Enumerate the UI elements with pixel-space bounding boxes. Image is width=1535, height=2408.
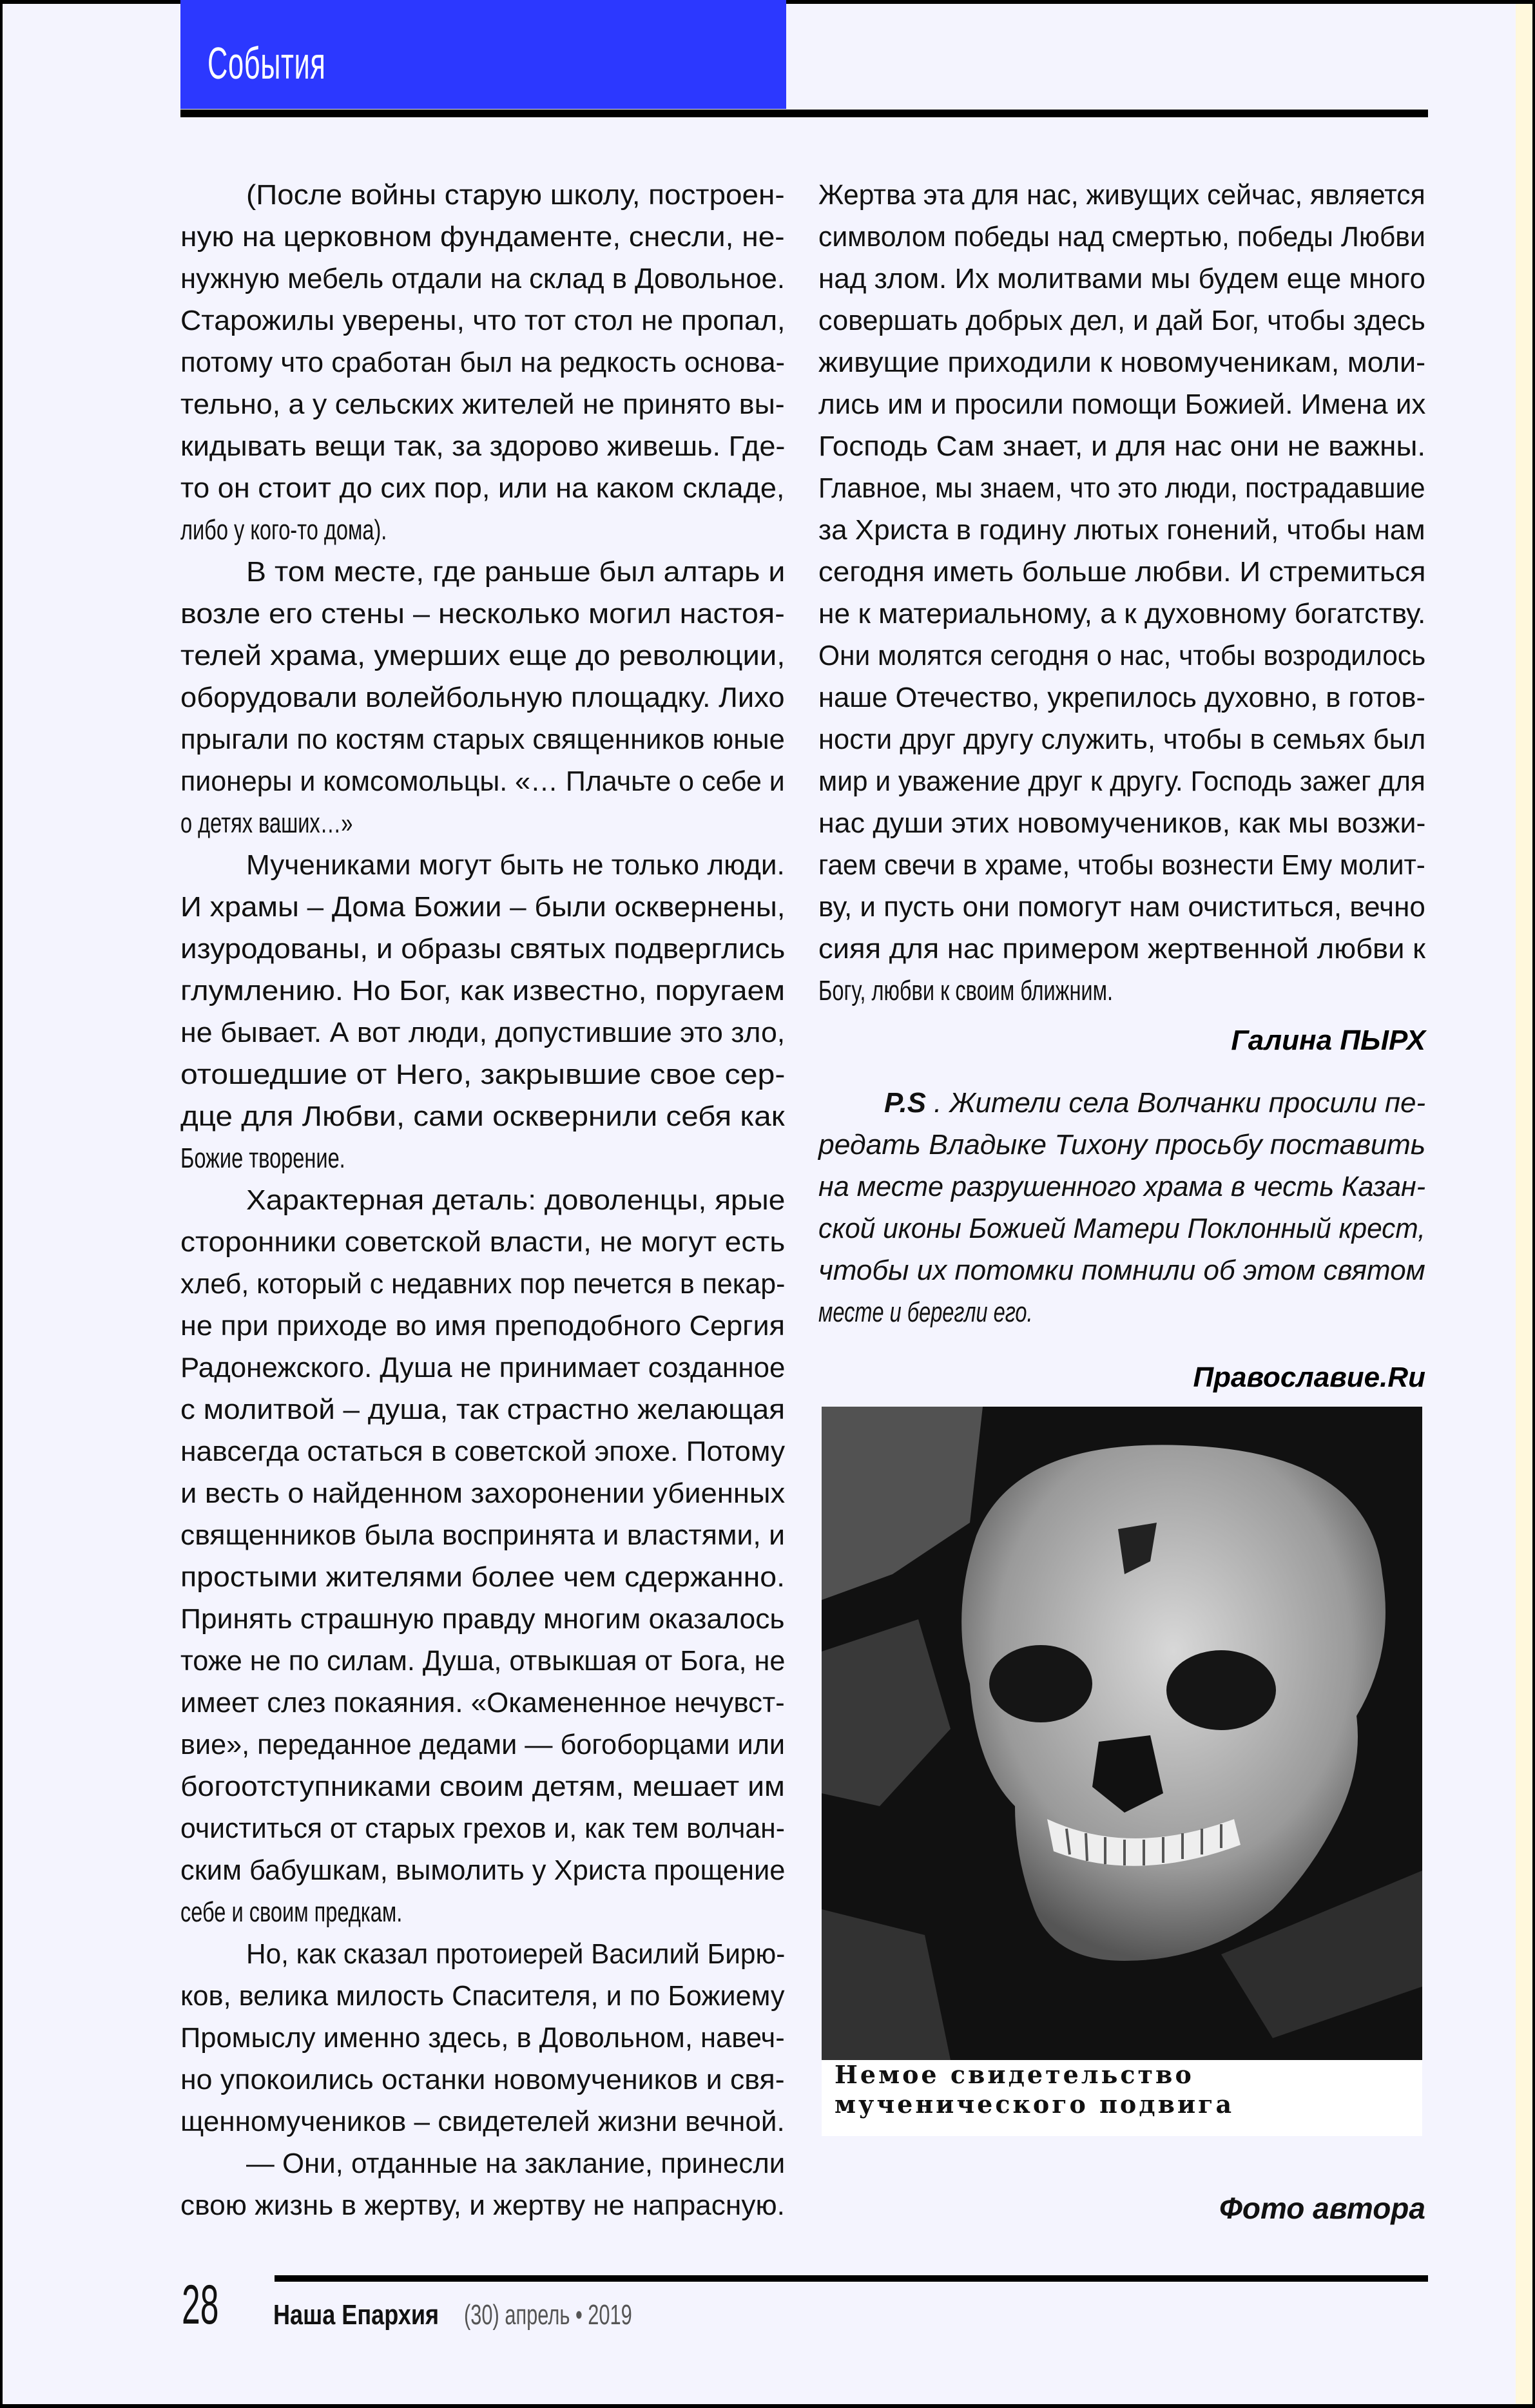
- text-line: [180, 1766, 785, 1807]
- text-line: [180, 1640, 785, 1682]
- issue-info: (30) апрель • 2019: [463, 2299, 632, 2331]
- text-line: [180, 1221, 785, 1263]
- text-line-content: вие», переданное дедами — богоборцами или: [180, 1729, 786, 1760]
- photo-caption: [822, 2060, 1422, 2136]
- text-line-content: лись им и просили помощи Божией. Имена их: [818, 389, 1426, 420]
- text-line-content: Главное, мы знаем, что это люди, пострадавшие: [818, 472, 1425, 504]
- text-line-content: нужную мебель отдали на склад в Довольное.: [180, 263, 785, 294]
- postscript-line: [818, 1249, 1425, 1291]
- text-line: [180, 1179, 785, 1221]
- postscript-text: на месте разрушенного храма в честь Казан-: [818, 1171, 1426, 1202]
- text-line-content: оборудовали волейбольную площадку. Лихо: [180, 682, 785, 713]
- text-line-content: ную на церковном фундаменте, снесли, не-: [180, 221, 785, 253]
- photo-caption-line: мученического подвига: [835, 2090, 1235, 2119]
- text-line-content: прыгали по костям старых священников юные: [180, 724, 785, 755]
- text-line: [180, 970, 785, 1012]
- source-credit: Православие.Ru: [1193, 1362, 1425, 1393]
- text-line: [818, 258, 1425, 300]
- postscript-line: [818, 1291, 1425, 1333]
- text-line-content: возле его стены – несколько могил настоя-: [180, 598, 785, 630]
- postscript-line-content: [818, 1208, 1425, 1249]
- text-line-content: изуродованы, и образы святых подверглись: [180, 933, 786, 965]
- text-line: [180, 1514, 785, 1556]
- text-line: [818, 844, 1425, 886]
- text-line-content: Господь Сам знает, и для нас они не важны.: [818, 430, 1426, 462]
- text-line-content: Но, как сказал протоиерей Василий Бирю-: [246, 1938, 786, 1970]
- footer: [273, 2299, 704, 2331]
- text-line-content: мир и уважение друг к другу. Господь зажег для: [818, 766, 1425, 797]
- text-line-content: тельно, а у сельских жителей не принято вы-: [180, 389, 785, 420]
- footer-rule: [275, 2275, 1428, 2282]
- text-line: [818, 216, 1425, 258]
- text-line-content: (После войны старую школу, построен-: [246, 179, 785, 211]
- text-line-content: но упокоились останки новомучеников и свя-: [180, 2064, 785, 2095]
- text-line-content: ским бабушкам, вымолить у Христа прощение: [180, 1854, 786, 1886]
- text-line-content: простыми жителями более чем сдержанно.: [180, 1561, 786, 1593]
- text-line-content: Жертва эта для нас, живущих сейчас, является: [818, 179, 1425, 211]
- text-line: [818, 425, 1425, 467]
- text-line: [180, 467, 785, 509]
- text-line-content: телей храма, умерших еще до революции,: [180, 640, 786, 671]
- header-rule: [180, 110, 1428, 117]
- text-line: [180, 593, 785, 635]
- postscript-line-content: [818, 1291, 1033, 1333]
- text-line-content: над злом. Их молитвами мы будем еще много: [818, 263, 1426, 294]
- author-signature: Галина ПЫРХ: [1231, 1025, 1425, 1056]
- skull-photo: [822, 1407, 1422, 2136]
- text-line: [180, 2059, 785, 2101]
- text-line: [180, 1305, 785, 1347]
- text-line-content: пионеры и комсомольцы. «… Плачьте о себе и: [180, 766, 785, 797]
- text-line: [818, 300, 1425, 342]
- text-line-content: сегодня иметь больше любви. И стремиться: [818, 556, 1426, 588]
- text-line-content: имеет слез покаяния. «Окамененное нечувст-: [180, 1687, 785, 1719]
- text-line: [180, 886, 785, 928]
- text-line: [180, 1933, 785, 1975]
- text-line: [180, 802, 785, 844]
- text-line-content: себе и своим предкам.: [180, 1896, 403, 1928]
- text-line-content: символом победы над смертью, победы Любви: [818, 221, 1425, 253]
- text-line-content: навсегда остаться в советской эпохе. Потому: [180, 1436, 786, 1467]
- text-line-content: И храмы – Дома Божии – были осквернены,: [180, 891, 786, 923]
- text-line-content: ков, велика милость Спасителя, и по Божиему: [180, 1980, 785, 2012]
- text-line-content: свою жизнь в жертву, и жертву не напрасную.: [180, 2190, 785, 2221]
- skull-image: [822, 1407, 1422, 2060]
- text-line: [818, 718, 1425, 760]
- text-line: [180, 1095, 785, 1137]
- text-line: [180, 2101, 785, 2143]
- text-line: [180, 425, 785, 467]
- text-line: [180, 1891, 785, 1933]
- postscript-text: месте и берегли его.: [818, 1296, 1033, 1328]
- text-line: [180, 1012, 785, 1054]
- text-line-content: Промыслу именно здесь, в Довольном, навеч-: [180, 2022, 785, 2054]
- text-line: [818, 760, 1425, 802]
- text-line-content: и весть о найденном захоронении убиенных: [180, 1478, 786, 1509]
- text-line-content: богоотступниками своим детям, мешает им: [180, 1771, 785, 1802]
- text-line: [180, 216, 785, 258]
- text-line: [180, 1849, 785, 1891]
- text-line: [180, 383, 785, 425]
- text-line: [818, 886, 1425, 928]
- photo-credit: Фото автора: [1219, 2191, 1425, 2225]
- text-line: [180, 928, 785, 970]
- text-line: [180, 174, 785, 216]
- text-line: [180, 1975, 785, 2017]
- postscript-line: [818, 1082, 1425, 1124]
- text-line: [180, 258, 785, 300]
- text-line: [180, 1263, 785, 1305]
- text-line: [180, 677, 785, 718]
- page-number: 28: [182, 2274, 219, 2336]
- text-line: [180, 1389, 785, 1430]
- text-line-content: наше Отечество, укрепилось духовно, в готов-: [818, 682, 1425, 713]
- text-line: [818, 174, 1425, 216]
- text-line-content: о детях ваших…»: [180, 807, 353, 839]
- text-line-content: отошедшие от Него, закрывшие свое сер-: [180, 1059, 786, 1090]
- postscript-line-content: [818, 1124, 1425, 1166]
- text-line-content: Они молятся сегодня о нас, чтобы возродилось: [818, 640, 1426, 671]
- text-line-content: живущие приходили к новомученикам, моли-: [818, 347, 1426, 378]
- text-line: [180, 509, 785, 551]
- text-line-content: Божие творение.: [180, 1142, 345, 1174]
- text-line-content: кидывать вещи так, за здорово живешь. Где-: [180, 430, 786, 462]
- postscript-line-content: [884, 1082, 1425, 1124]
- text-line: [180, 551, 785, 593]
- text-line-content: ву, и пусть они помогут нам очиститься, вечно: [818, 891, 1425, 923]
- postscript-text: чтобы их потомки помнили об этом святом: [818, 1255, 1425, 1286]
- text-line: [180, 718, 785, 760]
- postscript-label: P.S: [884, 1087, 926, 1119]
- text-line-content: Характерная деталь: доволенцы, ярые: [246, 1184, 786, 1216]
- text-line-content: не при приходе во имя преподобного Сергия: [180, 1310, 785, 1342]
- text-line: [180, 1682, 785, 1724]
- postscript-line: [818, 1166, 1425, 1208]
- text-line-content: гаем свечи в храме, чтобы вознести Ему молит-: [818, 849, 1425, 881]
- text-line-content: сияя для нас примером жертвенной любви к: [818, 933, 1425, 965]
- text-line-content: В том месте, где раньше был алтарь и: [246, 556, 786, 588]
- text-line-content: тоже не по силам. Душа, отвыкшая от Бога, не: [180, 1645, 786, 1677]
- text-line: [180, 1054, 785, 1095]
- magazine-title: Наша Епархия: [273, 2299, 439, 2331]
- section-header: [180, 0, 786, 109]
- postscript-text: редать Владыке Тихону просьбу поставить: [818, 1129, 1426, 1161]
- postscript-line-content: [818, 1166, 1425, 1208]
- text-line-content: Мучениками могут быть не только люди.: [246, 849, 785, 881]
- text-line: [180, 844, 785, 886]
- text-line-content: совершать добрых дел, и дай Бог, чтобы здесь: [818, 305, 1425, 336]
- text-line: [180, 1347, 785, 1389]
- text-line-content: сторонники советской власти, не могут есть: [180, 1226, 786, 1258]
- text-line: [180, 2143, 785, 2184]
- text-line-content: ности друг другу служить, чтобы в семьях был: [818, 724, 1426, 755]
- text-line: [818, 383, 1425, 425]
- text-line: [818, 928, 1425, 970]
- text-line: [818, 970, 1425, 1012]
- left-column: [180, 174, 785, 2226]
- text-line: [180, 2017, 785, 2059]
- text-line-content: дце для Любви, сами осквернили себя как: [180, 1101, 785, 1132]
- text-line: [818, 802, 1425, 844]
- text-line: [180, 1598, 785, 1640]
- text-line-content: Радонежского. Душа не принимает созданное: [180, 1352, 786, 1383]
- text-line: [180, 1430, 785, 1472]
- text-line-content: Богу, любви к своим ближним.: [818, 975, 1114, 1007]
- page-edge-strip: [1516, 4, 1532, 2404]
- text-line: [180, 300, 785, 342]
- text-line-content: Принять страшную правду многим оказалось: [180, 1603, 785, 1635]
- text-line-content: очиститься от старых грехов и, как тем волчан-: [180, 1813, 786, 1844]
- text-line-content: то он стоит до сих пор, или на каком складе,: [180, 472, 785, 504]
- text-line: [818, 677, 1425, 718]
- text-line: [180, 2184, 785, 2226]
- text-line: [180, 1807, 785, 1849]
- right-column: [818, 174, 1425, 1398]
- text-line: [818, 342, 1425, 383]
- text-line-content: потому что сработан был на редкость основа-: [180, 347, 786, 378]
- postscript-line-content: [818, 1249, 1425, 1291]
- text-line: [180, 760, 785, 802]
- text-line: [180, 1724, 785, 1766]
- postscript-line: [818, 1124, 1425, 1166]
- text-line-content: Старожилы уверены, что тот стол не пропал,: [180, 305, 786, 336]
- text-line: [180, 342, 785, 383]
- text-line: [180, 1472, 785, 1514]
- text-line-content: либо у кого-то дома).: [180, 514, 387, 546]
- postscript-text: . Жители села Волчанки просили пе-: [925, 1087, 1426, 1119]
- section-title: События: [208, 38, 326, 88]
- postscript-line: [818, 1208, 1425, 1249]
- text-line-content: глумлению. Но Бог, как известно, поругаем: [180, 975, 786, 1007]
- text-line: [180, 1137, 785, 1179]
- text-line: [818, 593, 1425, 635]
- postscript: [818, 1082, 1425, 1333]
- text-line-content: не бывает. А вот люди, допустившие это зло,: [180, 1017, 786, 1048]
- text-line: [818, 467, 1425, 509]
- text-line: [180, 635, 785, 677]
- text-line-content: нас души этих новомучеников, как мы возжи-: [818, 807, 1426, 839]
- right-column-text: [818, 174, 1425, 1012]
- text-line-content: за Христа в годину лютых гонений, чтобы нам: [818, 514, 1425, 546]
- text-line-content: щенномучеников – свидетелей жизни вечной.: [180, 2106, 785, 2137]
- text-line: [180, 1556, 785, 1598]
- text-line-content: священников была воспринята и властями, и: [180, 1519, 785, 1551]
- postscript-text: ской иконы Божией Матери Поклонный крест,: [818, 1213, 1425, 1244]
- text-line-content: с молитвой – душа, так страстно желающая: [180, 1394, 786, 1425]
- photo-caption-line: Немое свидетельство: [835, 2060, 1194, 2089]
- text-line-content: — Они, отданные на заклание, принесли: [246, 2148, 786, 2179]
- text-line-content: не к материальному, а к духовному богатству.: [818, 598, 1426, 630]
- text-line: [818, 551, 1425, 593]
- text-line: [818, 635, 1425, 677]
- text-line: [818, 509, 1425, 551]
- text-line-content: хлеб, который с недавних пор печется в пекар-: [180, 1268, 786, 1300]
